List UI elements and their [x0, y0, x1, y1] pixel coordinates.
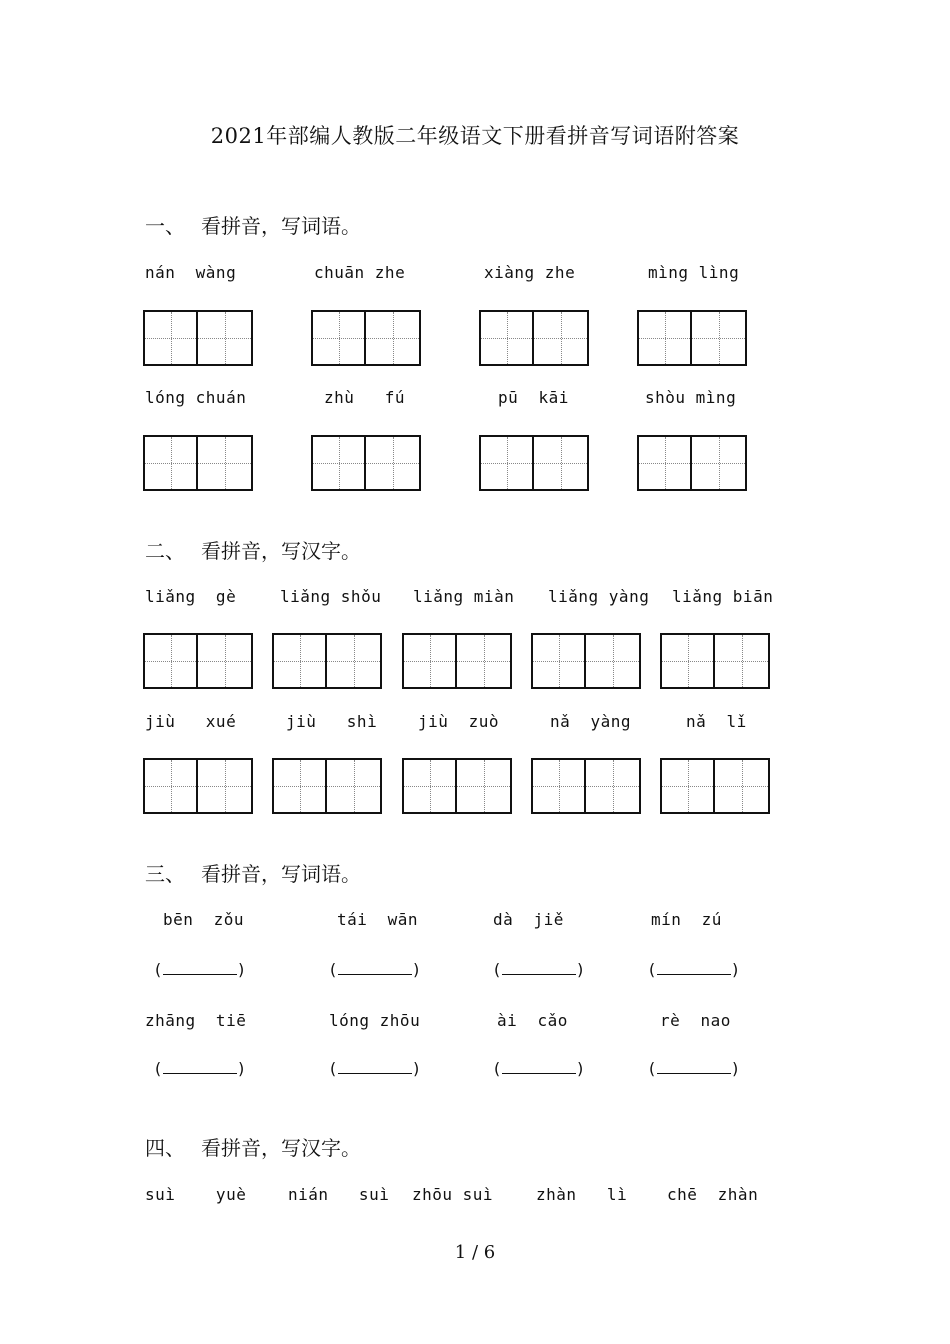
open-paren: ( — [492, 1059, 502, 1078]
pinyin-1-6: zhù fú — [324, 388, 406, 407]
section-3-heading — [145, 858, 361, 887]
writing-grid[interactable] — [660, 758, 770, 814]
open-paren: ( — [647, 960, 657, 979]
section-3-instruction: 看拼音，写词语。 — [201, 862, 361, 886]
pinyin-4-5: chē zhàn — [667, 1185, 759, 1204]
pinyin-1-8: shòu mìng — [645, 388, 737, 407]
answer-blank[interactable] — [328, 960, 421, 979]
pinyin-3-2: tái wān — [337, 910, 419, 929]
section-3-number: 三、 — [145, 862, 185, 886]
writing-grid[interactable] — [272, 633, 382, 689]
pinyin-1-4: mìng lìng — [648, 263, 740, 282]
pinyin-2-8: jiù zuò — [418, 712, 500, 731]
close-paren: ) — [236, 1059, 247, 1078]
pinyin-2-7: jiù shì — [286, 712, 378, 731]
open-paren: ( — [153, 960, 163, 979]
open-paren: ( — [328, 1059, 338, 1078]
section-1-number: 一、 — [145, 214, 185, 238]
open-paren: ( — [647, 1059, 657, 1078]
pinyin-2-1: liǎng gè — [145, 587, 237, 606]
answer-blank[interactable] — [328, 1059, 421, 1078]
writing-grid[interactable] — [531, 758, 641, 814]
writing-grid[interactable] — [143, 633, 253, 689]
pinyin-4-4: zhàn lì — [536, 1185, 628, 1204]
pinyin-3-8: rè nao — [660, 1011, 731, 1030]
pinyin-1-2: chuān zhe — [314, 263, 406, 282]
pinyin-2-5: liǎng biān — [672, 587, 774, 606]
pinyin-1-5: lóng chuán — [145, 388, 247, 407]
pinyin-1-7: pū kāi — [498, 388, 569, 407]
writing-grid[interactable] — [479, 310, 589, 366]
pinyin-2-2: liǎng shǒu — [280, 587, 382, 606]
answer-blank[interactable] — [492, 960, 585, 979]
answer-blank[interactable] — [647, 1059, 740, 1078]
close-paren: ) — [236, 960, 247, 979]
writing-grid[interactable] — [402, 758, 512, 814]
writing-grid[interactable] — [143, 435, 253, 491]
pinyin-3-5: zhāng tiē — [145, 1011, 247, 1030]
close-paren: ) — [730, 960, 741, 979]
pinyin-3-4: mín zú — [651, 910, 722, 929]
writing-grid[interactable] — [637, 310, 747, 366]
pinyin-3-3: dà jiě — [493, 910, 564, 929]
page-title: 2021年部编人教版二年级语文下册看拼音写词语附答案 — [210, 124, 740, 148]
close-paren: ) — [575, 1059, 586, 1078]
pinyin-2-9: nǎ yàng — [550, 712, 632, 731]
section-4-instruction: 看拼音，写汉字。 — [201, 1136, 361, 1160]
pinyin-4-2: nián suì — [288, 1185, 390, 1204]
section-4-number: 四、 — [145, 1136, 185, 1160]
pinyin-2-4: liǎng yàng — [548, 587, 650, 606]
writing-grid[interactable] — [531, 633, 641, 689]
writing-grid[interactable] — [479, 435, 589, 491]
section-2-heading — [145, 535, 361, 564]
section-2-number: 二、 — [145, 539, 185, 563]
open-paren: ( — [328, 960, 338, 979]
writing-grid[interactable] — [311, 310, 421, 366]
answer-blank[interactable] — [647, 960, 740, 979]
pinyin-3-1: bēn zǒu — [163, 910, 245, 929]
writing-grid[interactable] — [311, 435, 421, 491]
answer-blank[interactable] — [153, 1059, 246, 1078]
pinyin-3-6: lóng zhōu — [329, 1011, 421, 1030]
pinyin-2-6: jiù xué — [145, 712, 237, 731]
close-paren: ) — [411, 960, 422, 979]
open-paren: ( — [153, 1059, 163, 1078]
pinyin-4-1: suì yuè — [145, 1185, 247, 1204]
answer-blank[interactable] — [492, 1059, 585, 1078]
open-paren: ( — [492, 960, 502, 979]
section-4-heading — [145, 1132, 361, 1161]
pinyin-2-3: liǎng miàn — [413, 587, 515, 606]
section-1-heading — [145, 210, 361, 239]
writing-grid[interactable] — [272, 758, 382, 814]
pinyin-1-1: nán wàng — [145, 263, 237, 282]
pinyin-4-3: zhōu suì — [412, 1185, 494, 1204]
pinyin-1-3: xiàng zhe — [484, 263, 576, 282]
pinyin-2-10: nǎ lǐ — [686, 712, 747, 731]
writing-grid[interactable] — [660, 633, 770, 689]
page-number: 1 / 6 — [454, 1242, 496, 1263]
pinyin-3-7: ài cǎo — [497, 1011, 568, 1030]
writing-grid[interactable] — [637, 435, 747, 491]
answer-blank[interactable] — [153, 960, 246, 979]
section-2-instruction: 看拼音，写汉字。 — [201, 539, 361, 563]
close-paren: ) — [575, 960, 586, 979]
section-1-instruction: 看拼音，写词语。 — [201, 214, 361, 238]
writing-grid[interactable] — [143, 758, 253, 814]
writing-grid[interactable] — [143, 310, 253, 366]
close-paren: ) — [411, 1059, 422, 1078]
writing-grid[interactable] — [402, 633, 512, 689]
close-paren: ) — [730, 1059, 741, 1078]
